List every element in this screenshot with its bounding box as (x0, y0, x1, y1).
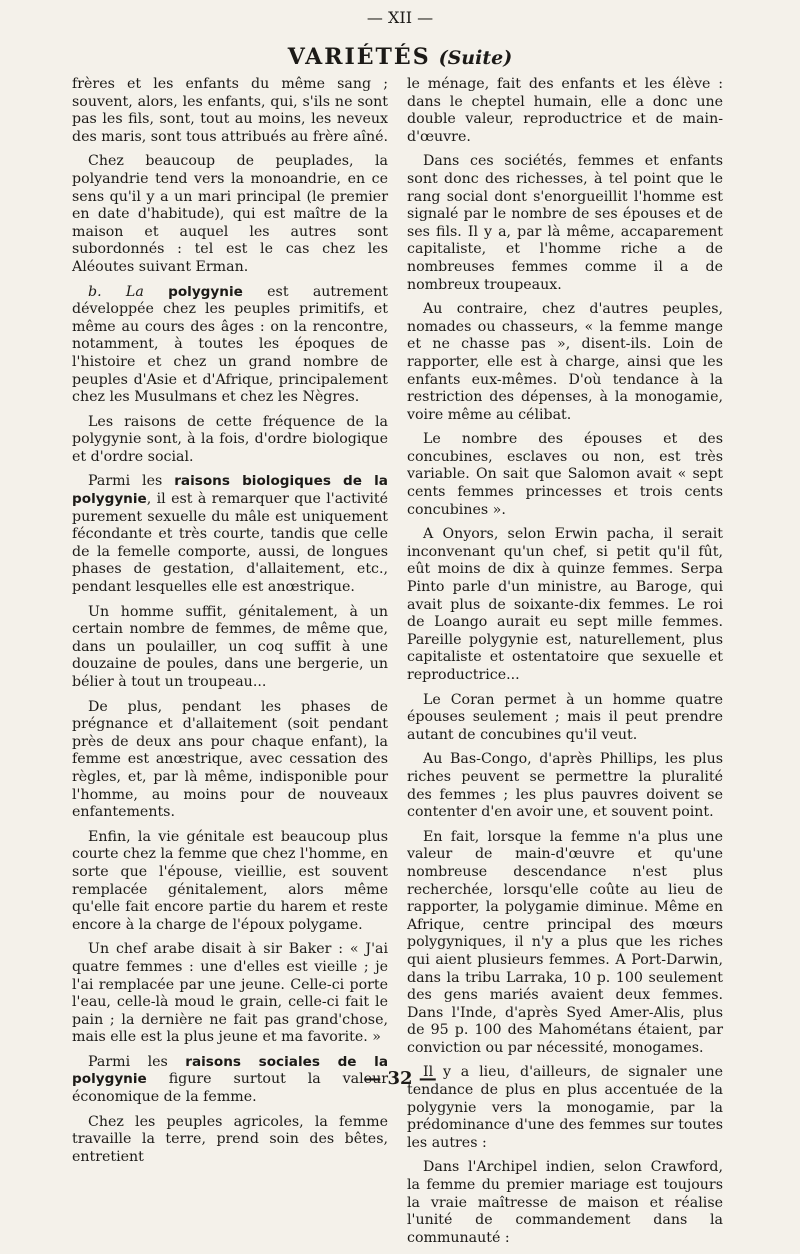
paragraph: Au contraire, chez d'autres peuples, nomades ou chasseurs, « la femme mange et ne chasse pas », disent-ils. Loin de rapporter, elle est à charge, ainsi que les enfants eux-mêmes. D'où tendance à la restriction des dépenses, à la monogamie, voire même au célibat. (407, 301, 723, 423)
title-text: VARIÉTÉS (287, 44, 431, 70)
paragraph-text: , il est à remarquer que l'activité purement sexuelle du mâle est uniquement fécondante et très courte, tandis que celle de la femelle comporte, aussi, de longues phases de gestation, d'allaitement, etc., pendant lesquelles elle est anœstrique. (72, 491, 388, 596)
paragraph: Chez les peuples agricoles, la femme travaille la terre, prend soin des bêtes, entretient (72, 1113, 388, 1165)
bold-term: polygynie (168, 283, 243, 300)
page-number: — 32 — (363, 1068, 437, 1089)
paragraph: Dans ces sociétés, femmes et enfants sont donc des richesses, à tel point que le rang social dont s'enorgueillit l'homme est signalé par le nombre de ses épouses et de ses fils. Il y a, par là même, accaparement capitaliste, et l'homme riche a de nombreuses femmes comme il a de nombreux troupeaux. (407, 153, 723, 293)
paragraph: Le nombre des épouses et des concubines, esclaves ou non, est très variable. On sait que Salomon avait « sept cents femmes princesses et trois cents concubines ». (407, 431, 723, 518)
page-roman-numeral: — XII — (366, 8, 434, 27)
bold-term: raisons biologiques de la polygynie (72, 473, 388, 508)
bold-term: raisons sociales de la polygynie (72, 1053, 388, 1088)
paragraph: A Onyors, selon Erwin pacha, il serait inconvenant qu'un chef, si petit qu'il fût, eût moins de dix à quinze femmes. Serpa Pinto parle d'un ministre, au Baroge, qui avait plus de soixante-dix femmes. Le roi de Loango aurait eu sept mille femmes. Pareille polygynie est, naturellement, plus capitaliste et ostentatoire que sexuelle et reproductrice... (407, 526, 723, 683)
paragraph: Au Bas-Congo, d'après Phillips, les plus riches peuvent se permettre la pluralité des femmes ; les plus pauvres doivent se contenter d'en avoir une, et souvent point. (407, 751, 723, 821)
paragraph (72, 473, 388, 596)
paragraph: le ménage, fait des enfants et les élève : dans le cheptel humain, elle a donc une double valeur, reproductrice et de main-d'œuvre. (407, 76, 723, 145)
page-title (0, 44, 800, 70)
paragraph: Enfin, la vie génitale est beaucoup plus courte chez la femme que chez l'homme, en sorte que l'épouse, vieillie, est souvent remplacée génitalement, alors même qu'elle fait encore partie du harem et reste encore à la charge de l'époux polygame. (72, 828, 389, 933)
paragraph: Chez beaucoup de peuplades, la polyandrie tend vers la monoandrie, en ce sens qu'il y a un mari principal (le premier en date d'habitude), qui est maître de la maison et auquel les autres sont subordonnés : tel est le cas chez les Aléoutes suivant Erman. (72, 153, 388, 275)
title-subtitle: (Suite) (438, 47, 513, 69)
left-column (72, 76, 388, 1173)
paragraph: De plus, pendant les phases de prégnance et d'allaitement (soit pendant près de deux ans pour chaque enfant), la femme est anœstrique, avec cessation des règles, et, par là même, indisponible pour l'homme, au moins pour de nouveaux enfantements. (72, 698, 388, 821)
paragraph: Il y a lieu, d'ailleurs, de signaler une tendance de plus en plus accentuée de la polygynie vers la monogamie, par la prédominance d'une des femmes sur toutes les autres : (407, 1064, 723, 1151)
paragraph: Dans l'Archipel indien, selon Crawford, la femme du premier mariage est toujours la vraie maîtresse de maison et réalise l'unité de commandement dans la communauté : (407, 1159, 723, 1246)
paragraph-text: est autrement développée chez les peuples primitifs, et même au cours des âges : on la rencontre, notamment, à toutes les époques de l'histoire et chez un grand nombre de peuples d'Asie et d'Afrique, principalement chez les Musulmans et chez les Nègres. (72, 283, 389, 406)
paragraph (72, 284, 388, 407)
paragraph-text: Parmi les (88, 1053, 168, 1070)
paragraph-text: figure surtout la valeur économique de la femme. (72, 1071, 388, 1106)
paragraph: En fait, lorsque la femme n'a plus une valeur de main-d'œuvre et qu'une nombreuse descendance n'est plus recherchée, lorsqu'elle coûte au lieu de rapporter, la polygamie diminue. Même en Afrique, centre principal des mœurs polygyniques, il n'y a plus que les riches qui aient plusieurs femmes. A Port-Darwin, dans la tribu Larraka, 10 p. 100 seulement des gens mariés avaient deux femmes. Dans l'Inde, d'après Syed Amer-Alis, plus de 95 p. 100 des Mahométans étaient, par conviction ou par nécessité, monogames. (407, 828, 723, 1056)
paragraph: Le Coran permet à un homme quatre épouses seulement ; mais il peut prendre autant de concubines qu'il veut. (407, 691, 723, 743)
paragraph: Un chef arabe disait à sir Baker : « J'ai quatre femmes : une d'elles est vieille ; je l'ai remplacée par une jeune. Celle-ci porte l'eau, celle-là moud le grain, celle-ci fait le pain ; la dernière ne fait pas grand'chose, mais elle est la plus jeune et ma favorite. » (72, 941, 388, 1046)
list-marker: b. La (88, 283, 144, 300)
paragraph: Les raisons de cette fréquence de la polygynie sont, à la fois, d'ordre biologique et d'ordre social. (72, 413, 388, 465)
paragraph-text: Parmi les (88, 473, 163, 490)
paragraph: Un homme suffit, génitalement, à un certain nombre de femmes, de même que, dans un poulailler, un coq suffit à une douzaine de poules, dans une bergerie, un bélier à tout un troupeau... (72, 603, 388, 690)
paragraph: frères et les enfants du même sang ; souvent, alors, les enfants, qui, s'ils ne sont pas les fils, sont, tout au moins, les neveux des maris, sont tous attribués au frère aîné. (72, 76, 388, 145)
